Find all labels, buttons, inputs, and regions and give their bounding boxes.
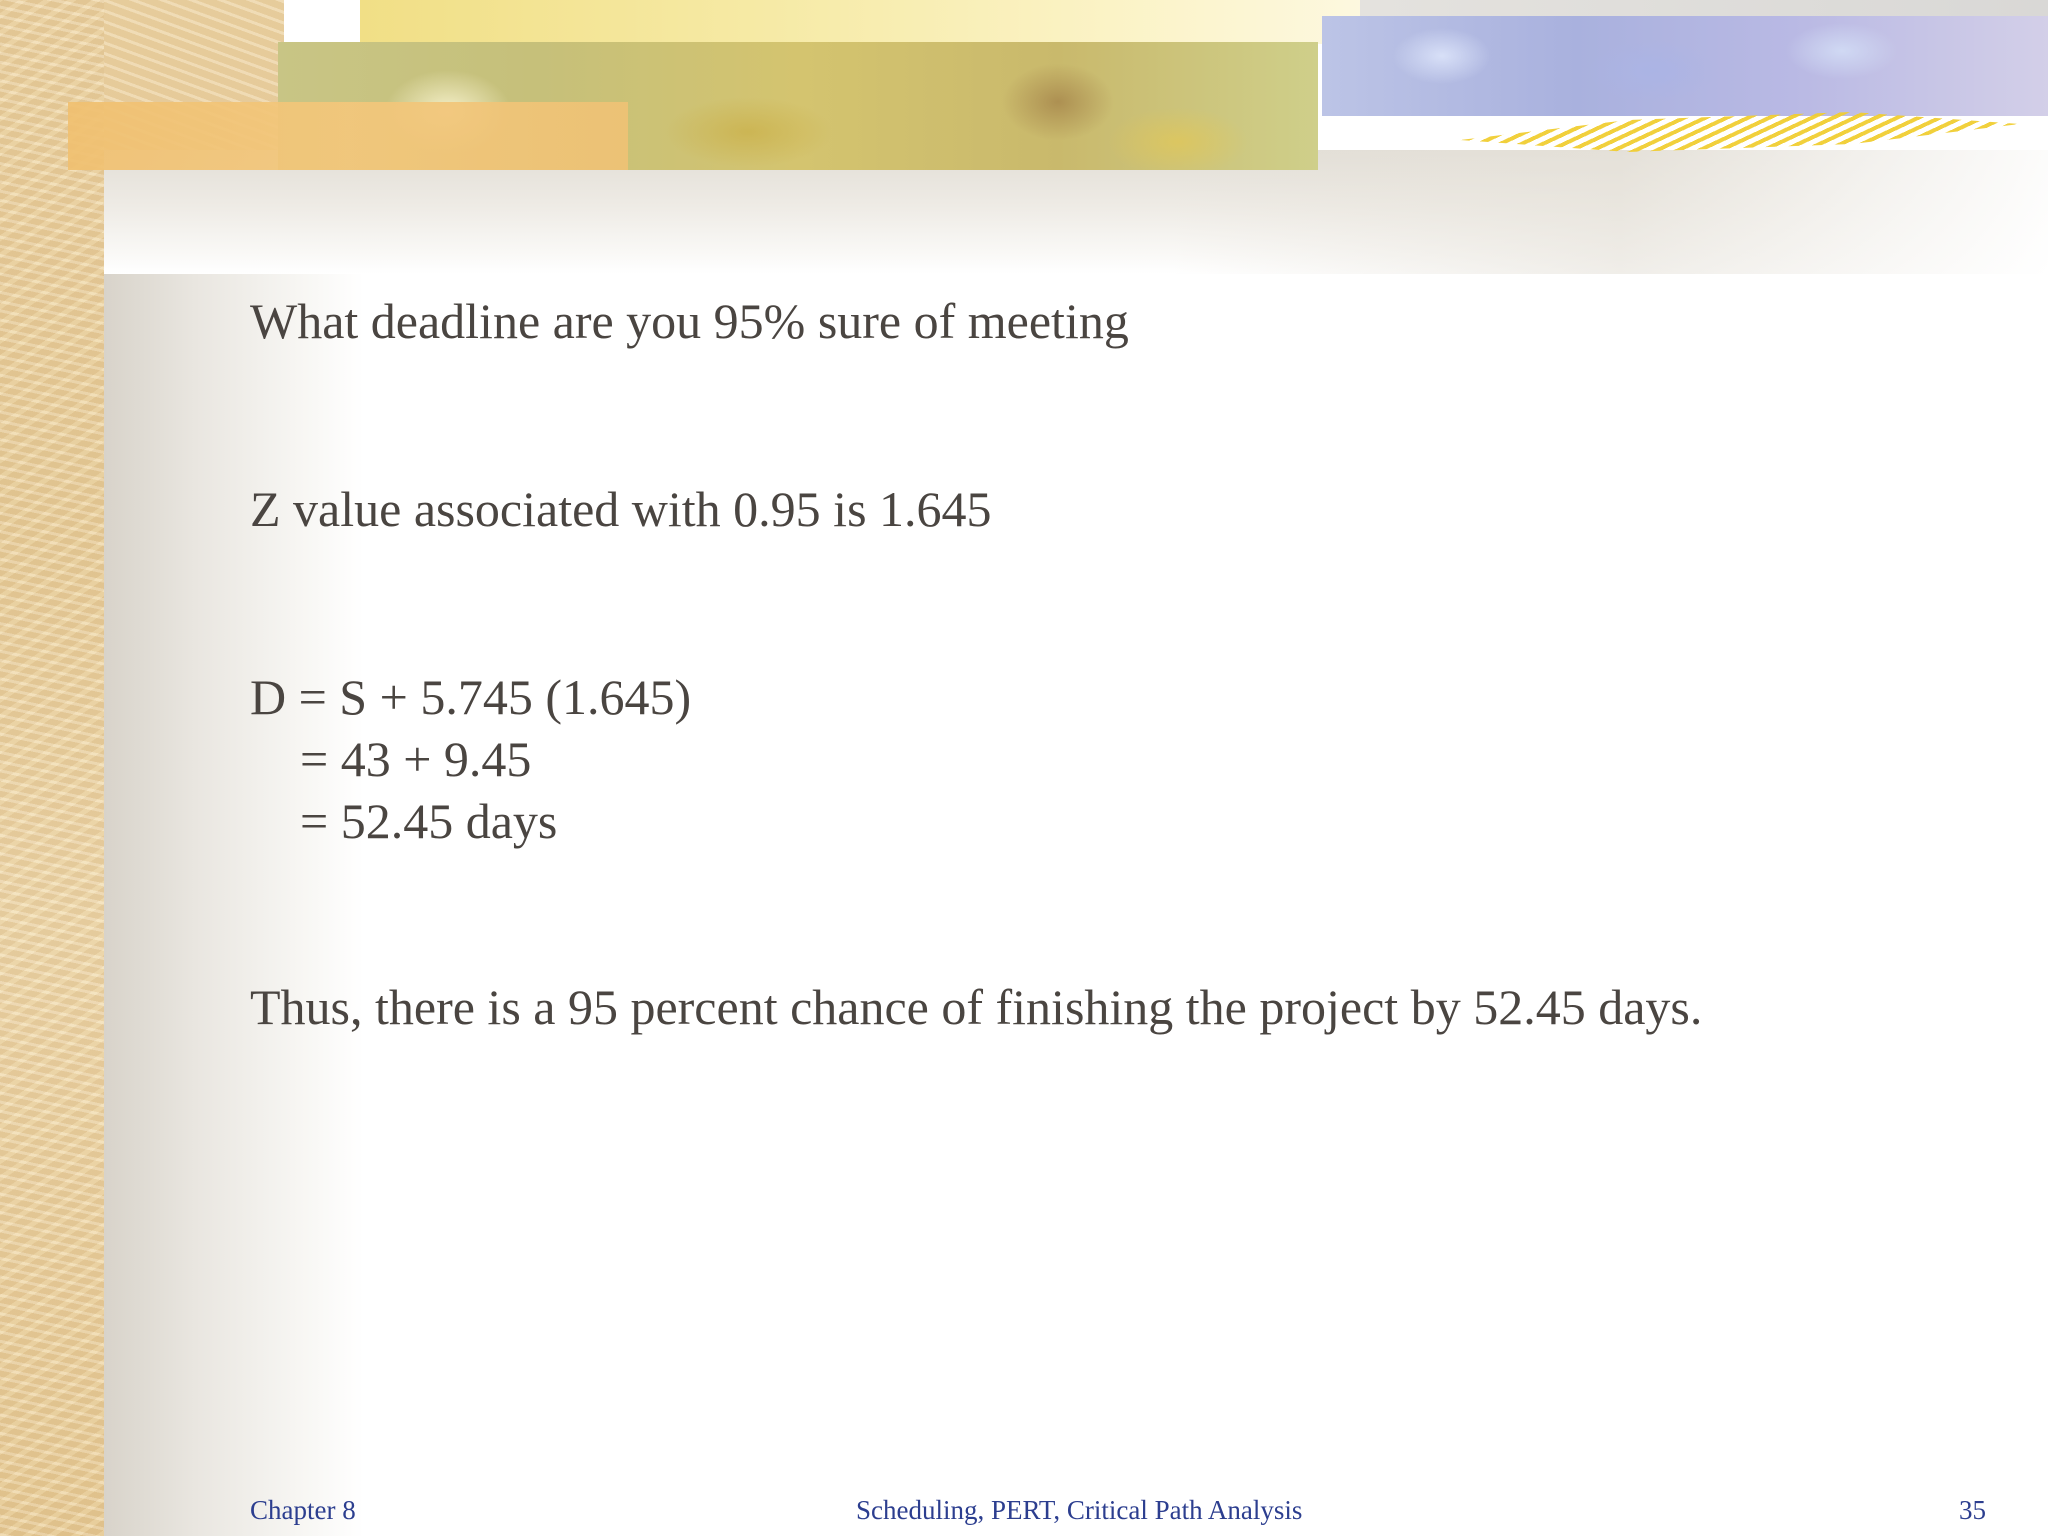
formula-line-3: = 52.45 days [300,793,558,849]
banner-gold-wheat-image [1460,112,2020,152]
conclusion-text: Thus, there is a 95 percent chance of finishing the project by 52.45 days. [250,979,1703,1035]
formula-line-1: D = S + 5.745 (1.645) [250,669,692,725]
banner-orange-band [68,102,628,170]
question-text: What deadline are you 95% sure of meeting [250,293,1129,349]
z-value-text: Z value associated with 0.95 is 1.645 [250,481,992,537]
formula-line-2: = 43 + 9.45 [300,731,532,787]
footer-title: Scheduling, PERT, Critical Path Analysis [856,1495,1303,1525]
banner-blue-stones-image [1322,16,2048,116]
deadline-formula [250,666,691,852]
footer-chapter: Chapter 8 [250,1495,356,1525]
left-fade-decoration [104,172,364,1536]
page-number: 35 [1959,1495,1986,1525]
parchment-sidebar-decoration [0,0,104,1536]
banner-yellow-band [360,0,1360,44]
